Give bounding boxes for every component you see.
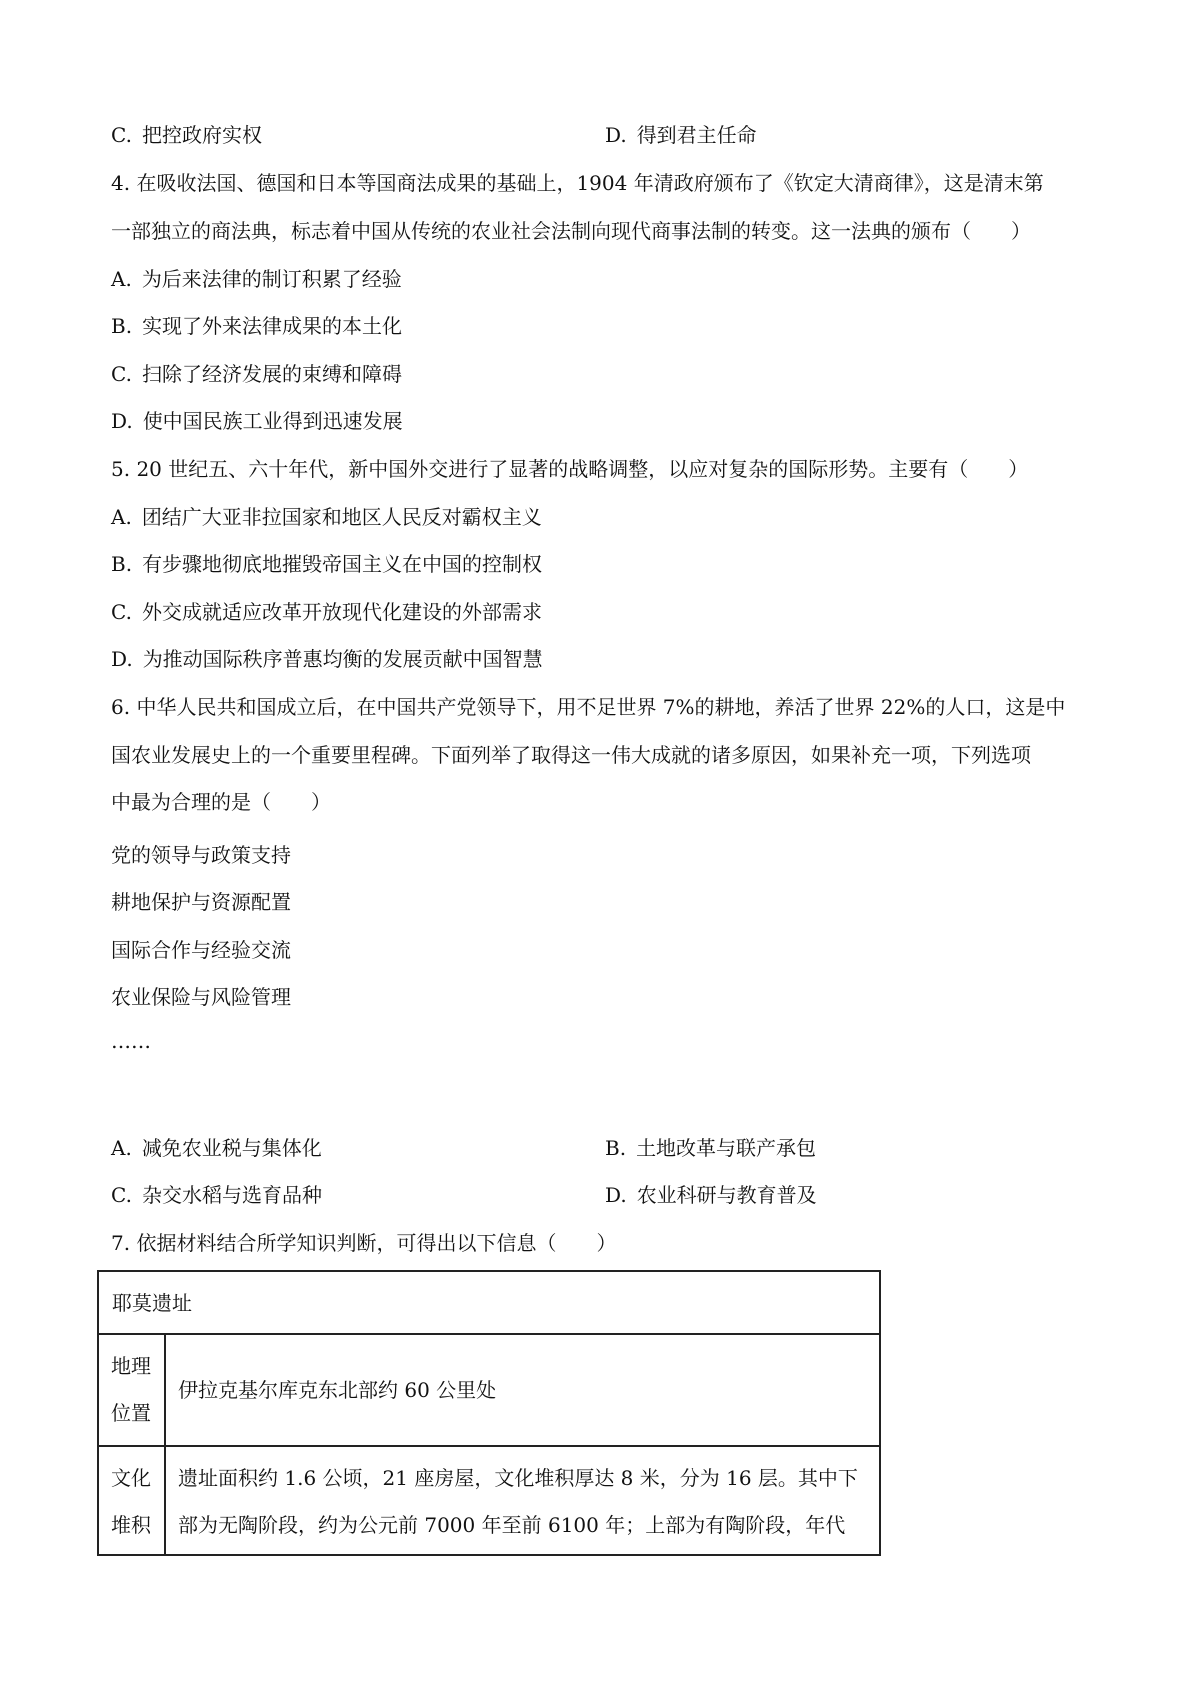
q6-option-d [605,1180,817,1210]
row-header-line: 地理 [111,1354,151,1378]
q6-stem-line-2: 国农业发展史上的一个重要里程碑。下面列举了取得这一伟大成就的诸多原因，如果补充一项，下列选项 [111,743,1031,767]
option-text: 杂交水稻与选育品种 [141,1183,322,1207]
table-title-row [99,1272,879,1335]
table-row-geo [99,1335,879,1447]
q6-option-b [605,1133,816,1163]
table-row-header [99,1447,166,1554]
q4-stem-line-1: 4. 在吸收法国、德国和日本等国商法成果的基础上，1904 年清政府颁布了《钦定大清商律》，这是清末第 [111,171,1044,195]
q6-list-item: 农业保险与风险管理 [111,985,291,1009]
table-cell-geo: 伊拉克基尔库克东北部约 60 公里处 [178,1378,497,1402]
q4-option-b [111,311,402,341]
option-letter: D. [605,1183,627,1207]
table-row-culture [99,1447,879,1554]
option-letter: D. [111,647,133,671]
option-text: 扫除了经济发展的束缚和障碍 [141,362,402,386]
q5-option-c [111,597,542,627]
option-letter: C. [111,1183,132,1207]
option-text: 农业科研与教育普及 [636,1183,817,1207]
q6-ellipsis: …… [111,1029,151,1053]
option-letter: B. [111,552,133,576]
row-header-line: 文化 [111,1466,151,1490]
option-letter: A. [111,1136,132,1160]
option-text: 得到君主任命 [636,123,757,147]
q7-stem: 7. 依据材料结合所学知识判断，可得出以下信息（ ） [111,1231,617,1255]
option-text: 有步骤地彻底地摧毁帝国主义在中国的控制权 [142,552,543,576]
option-letter: A. [111,505,132,529]
q4-option-a [111,264,402,294]
table-cell-culture-line: 部为无陶阶段，约为公元前 7000 年至前 6100 年；上部为有陶阶段，年代 [178,1513,846,1537]
q6-list-item: 党的领导与政策支持 [111,843,291,867]
option-letter: D. [605,123,627,147]
option-text: 团结广大亚非拉国家和地区人民反对霸权主义 [141,505,542,529]
option-letter: B. [111,314,133,338]
option-text: 使中国民族工业得到迅速发展 [142,409,403,433]
q6-option-a [111,1133,322,1163]
q6-option-c [111,1180,322,1210]
option-letter: D. [111,409,133,433]
q3-option-d [605,120,757,150]
option-text: 土地改革与联产承包 [636,1136,817,1160]
row-header-line: 堆积 [111,1513,151,1537]
q4-option-d [111,406,403,436]
option-letter: B. [605,1136,627,1160]
q6-list-item: 耕地保护与资源配置 [111,890,291,914]
option-text: 外交成就适应改革开放现代化建设的外部需求 [141,600,542,624]
option-letter: A. [111,267,132,291]
q5-option-b [111,549,542,579]
table-cell-culture-line: 遗址面积约 1.6 公顷，21 座房屋，文化堆积厚达 8 米，分为 16 层。其中下 [178,1466,858,1490]
option-text: 把控政府实权 [141,123,262,147]
row-header-line: 位置 [111,1401,151,1425]
q6-stem-line-1: 6. 中华人民共和国成立后，在中国共产党领导下，用不足世界 7%的耕地，养活了世界 22%的人口，这是中 [111,695,1066,719]
option-letter: C. [111,362,132,386]
option-letter: C. [111,123,132,147]
q4-option-c [111,359,402,389]
option-text: 减免农业税与集体化 [141,1136,322,1160]
option-text: 为推动国际秩序普惠均衡的发展贡献中国智慧 [142,647,543,671]
option-letter: C. [111,600,132,624]
q5-stem: 5. 20 世纪五、六十年代，新中国外交进行了显著的战略调整，以应对复杂的国际形势。主要有（ ） [111,457,1029,481]
q5-option-a [111,502,542,532]
option-text: 实现了外来法律成果的本土化 [142,314,403,338]
q6-stem-line-3: 中最为合理的是（ ） [111,790,331,814]
q4-stem-line-2: 一部独立的商法典，标志着中国从传统的农业社会法制向现代商事法制的转变。这一法典的颁布（ ） [111,219,1031,243]
table-title: 耶莫遗址 [112,1291,192,1315]
table-row-header [99,1335,166,1445]
yemo-site-table [97,1270,881,1556]
option-text: 为后来法律的制订积累了经验 [141,267,402,291]
q5-option-d [111,644,543,674]
q3-option-c [111,120,262,150]
q6-list-item: 国际合作与经验交流 [111,938,291,962]
